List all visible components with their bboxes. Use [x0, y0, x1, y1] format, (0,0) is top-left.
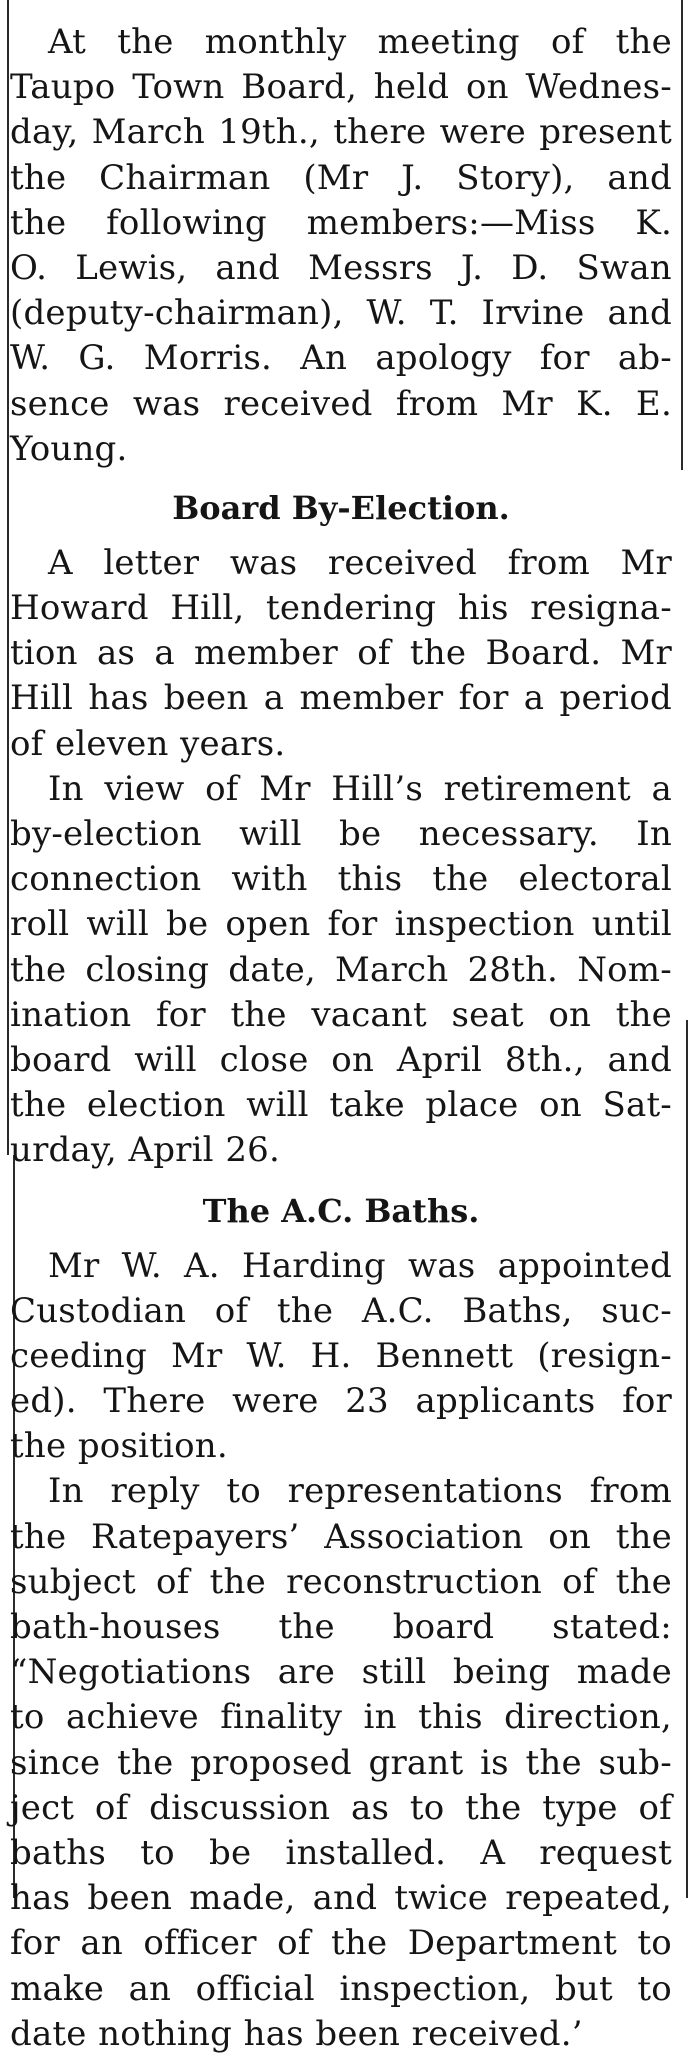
- heading-board-by-election: Board By-Election.: [172, 488, 510, 527]
- text-line: In view of Mr Hill’s retirement a: [48, 768, 672, 809]
- text-line: Taupo Town Board, held on Wednes-: [10, 67, 672, 108]
- text-line: ceeding Mr W. H. Bennett (resign-: [10, 1335, 672, 1376]
- text-line: the position.: [10, 1426, 228, 1467]
- text-line: the closing date, March 28th. Nom-: [10, 949, 672, 990]
- text-line: “Negotiations are still being made: [10, 1652, 672, 1693]
- text-line: bath-houses the board stated:: [10, 1607, 672, 1647]
- text-line: Custodian of the A.C. Baths, suc-: [10, 1290, 672, 1331]
- text-line: connection with this the electoral: [10, 859, 672, 900]
- text-line: the following members:—Miss K.: [10, 202, 672, 243]
- text-line: has been made, and twice repeated,: [10, 1878, 672, 1919]
- paragraph-letter: [10, 541, 672, 767]
- text-line: to achieve finality in this direction,: [10, 1697, 672, 1738]
- text-line: Young.: [10, 428, 128, 469]
- text-line: the election will take place on Sat-: [10, 1085, 672, 1126]
- article-column: [10, 20, 672, 2057]
- text-line: tion as a member of the Board. Mr: [10, 633, 672, 674]
- text-line: baths to be installed. A request: [10, 1832, 672, 1873]
- text-line: Mr W. A. Harding was appointed: [48, 1245, 672, 1286]
- text-line: Hill has been a member for a period: [10, 678, 672, 719]
- text-line: by-election will be necessary. In: [10, 814, 672, 854]
- text-line: for an officer of the Department to: [10, 1923, 672, 1964]
- text-line: In reply to representations from: [48, 1471, 672, 1512]
- column-rule-right: [681, 0, 683, 470]
- text-line: roll will be open for inspection until: [10, 904, 672, 945]
- text-line: sence was received from Mr K. E.: [10, 383, 672, 424]
- text-line: the Ratepayers’ Association on the: [10, 1516, 672, 1557]
- text-line: W. G. Morris. An apology for ab-: [10, 338, 672, 379]
- paragraph-bath-houses: [10, 1469, 672, 2056]
- text-line: subject of the reconstruction of the: [10, 1561, 672, 1602]
- text-line: ed). There were 23 applicants for: [10, 1381, 672, 1422]
- paragraph-by-election: [10, 767, 672, 1174]
- text-line: ject of discussion as to the type of: [10, 1787, 672, 1828]
- text-line: make an official inspection, but to: [10, 1968, 672, 2009]
- text-line: of eleven years.: [10, 723, 286, 764]
- text-line: A letter was received from Mr: [48, 542, 672, 583]
- text-line: Howard Hill, tendering his resigna-: [10, 588, 672, 629]
- paragraph-custodian: [10, 1244, 672, 1470]
- text-line: At the monthly meeting of the: [48, 22, 672, 62]
- column-rule-right-lower: [686, 1020, 688, 1898]
- text-line: urday, April 26.: [10, 1130, 280, 1171]
- text-line: since the proposed grant is the sub-: [10, 1742, 672, 1783]
- text-line: ination for the vacant seat on the: [10, 994, 672, 1035]
- text-line: date nothing has been received.’: [10, 2013, 583, 2054]
- text-line: O. Lewis, and Messrs J. D. Swan: [10, 247, 672, 288]
- text-line: the Chairman (Mr J. Story), and: [10, 157, 672, 198]
- text-line: board will close on April 8th., and: [10, 1039, 672, 1080]
- text-line: (deputy-chairman), W. T. Irvine and: [10, 293, 672, 334]
- paragraph-meeting: [10, 20, 672, 472]
- text-line: day, March 19th., there were present: [10, 112, 672, 153]
- heading-ac-baths: The A.C. Baths.: [202, 1191, 480, 1230]
- column-rule-left: [7, 0, 9, 1155]
